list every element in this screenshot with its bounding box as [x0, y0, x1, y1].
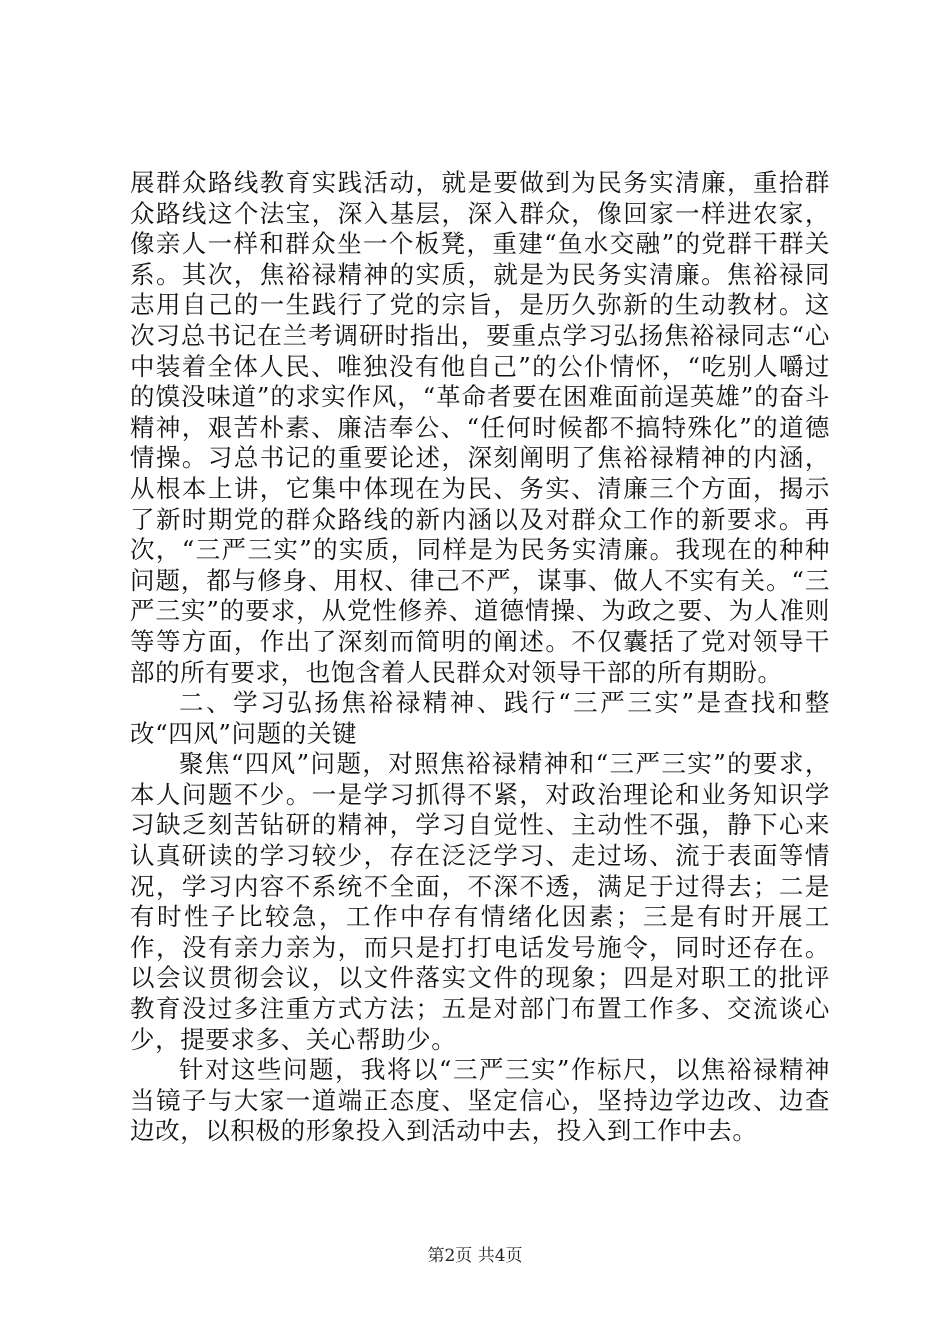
paragraph-problems: 聚焦“四风”问题，对照焦裕禄精神和“三严三实”的要求，本人问题不少。一是学习抓得不紧，对政治理论和业务知识学习缺乏刻苦钻研的精神，学习自觉性、主动性不强，静下心来认真研读的学习较少，存在泛泛学习、走过场、流于表面等情况，学习内容不系统不全面，不深不透，满足于过得去；二是有时性子比较急，工作中存有情绪化因素；三是有时开展工作，没有亲力亲为，而只是打打电话发号施令，同时还存在。以会议贯彻会议，以文件落实文件的现象；四是对职工的批评教育没过多注重方式方法；五是对部门布置工作多、交流谈心少，提要求多、关心帮助少。 [130, 749, 830, 1054]
section-heading: 二、学习弘扬焦裕禄精神、践行“三严三实”是查找和整改“四风”问题的关键 [130, 688, 830, 748]
paragraph-continuation: 展群众路线教育实践活动，就是要做到为民务实清廉，重拾群众路线这个法宝，深入基层，深入群众，像回家一样进农家，像亲人一样和群众坐一个板凳，重建“鱼水交融”的党群干群关系。其次，焦裕禄精神的实质，就是为民务实清廉。焦裕禄同志用自己的一生践行了党的宗旨，是历久弥新的生动教材。这次习总书记在兰考调研时指出，要重点学习弘扬焦裕禄同志“心中装着全体人民、唯独没有他自己”的公仆情怀，“吃别人嚼过的馍没味道”的求实作风，“革命者要在困难面前逞英雄”的奋斗精神，艰苦朴素、廉洁奉公、“任何时候都不搞特殊化”的道德情操。习总书记的重要论述，深刻阐明了焦裕禄精神的内涵，从根本上讲，它集中体现在为民、务实、清廉三个方面，揭示了新时期党的群众路线的新内涵以及对群众工作的新要求。再次，“三严三实”的实质，同样是为民务实清廉。我现在的种种问题，都与修身、用权、律己不严，谋事、做人不实有关。“三严三实”的要求，从党性修养、道德情操、为政之要、为人准则等等方面，作出了深刻而简明的阐述。不仅囊括了党对领导干部的所有要求，也饱含着人民群众对领导干部的所有期盼。 [130, 168, 830, 687]
paragraph-commitment: 针对这些问题，我将以“三严三实”作标尺，以焦裕禄精神当镜子与大家一道端正态度、坚定信心，坚持边学边改、边查边改，以积极的形象投入到活动中去，投入到工作中去。 [130, 1055, 830, 1146]
page-number: 第2页 共4页 [427, 1246, 523, 1266]
page-footer [0, 1245, 950, 1267]
document-body [130, 168, 830, 1147]
